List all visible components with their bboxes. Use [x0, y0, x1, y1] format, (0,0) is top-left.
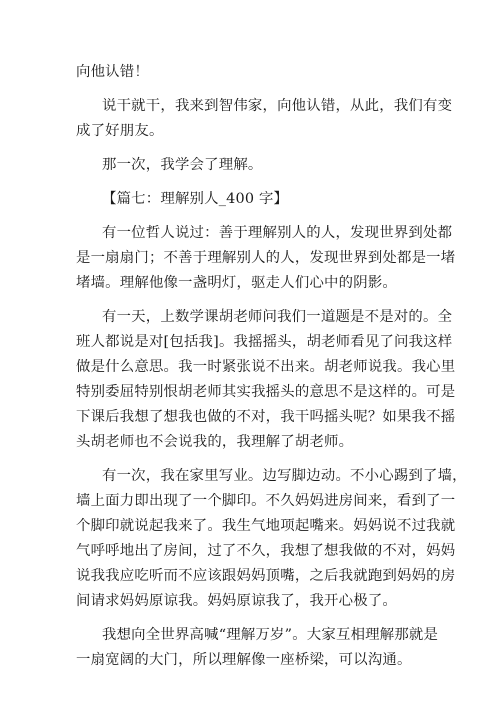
- paragraph-3: [76, 153, 426, 178]
- text-line: 一扇宽阔的大门，所以理解像一座桥梁，可以沟通。: [76, 652, 412, 668]
- text-line: 个脚印就说起我来了。我生气地项起嘴来。妈妈说不过我就: [76, 518, 456, 534]
- text-line: 是一扇扇门；不善于理解别人的人，发现世界到处都是一堵: [76, 250, 456, 266]
- text-line: 成了好朋友。: [76, 123, 164, 139]
- text-line: 墙上面力即出现了一个脚印。不久妈妈进房间来，看到了一: [76, 493, 456, 509]
- paragraph-1: [76, 60, 426, 85]
- paragraph-2: [76, 94, 453, 144]
- paragraph-6: [76, 464, 467, 614]
- text-line: 有一天，上数学课胡老师问我们一道题是不是对的。全: [102, 309, 453, 325]
- text-line: 班人都说是对[包括我]。我摇摇头，胡老师看见了问我这样: [76, 334, 453, 350]
- text-line: 说我我应吃听而不应该跟妈妈顶嘴，之后我就跑到妈妈的房: [76, 568, 456, 584]
- text-line: 我想向全世界高喊“理解万岁”。大家互相理解那就是: [102, 627, 439, 643]
- text-line: 特别委屈特别恨胡老师其实我摇头的意思不是这样的。可是: [76, 384, 456, 400]
- text-line: 有一位哲人说过：善于理解别人的人，发现世界到处都: [102, 225, 453, 241]
- paragraph-7: [76, 623, 439, 673]
- text-line: 头胡老师也不会说我的，我理解了胡老师。: [76, 434, 354, 450]
- document-page: [76, 60, 467, 673]
- paragraph-5: [76, 305, 456, 455]
- text-line: 下课后我想了想我也做的不对，我干吗摇头呢？如果我不摇: [76, 409, 456, 425]
- heading-text: 【篇七：理解别人_400 字】: [102, 191, 289, 207]
- text-line: 间请求妈妈原谅我。妈妈原谅我了，我开心极了。: [76, 593, 397, 609]
- text-line: 有一次，我在家里写业。边写脚边动。不小心踢到了墙，: [102, 468, 467, 484]
- text-line: 那一次，我学会了理解。: [102, 157, 263, 173]
- text-line: 向他认错！: [76, 64, 149, 80]
- section-heading: [76, 187, 426, 212]
- text-line: 说干就干，我来到智伟家，向他认错，从此，我们有变: [102, 98, 453, 114]
- text-line: 做是什么意思。我一时紧张说不出来。胡老师说我。我心里: [76, 359, 456, 375]
- paragraph-4: [76, 221, 456, 296]
- text-line: 堵墙。理解他像一盏明灯，驱走人们心中的阴影。: [76, 275, 397, 291]
- text-line: 气呼呼地出了房间，过了不久，我想了想我做的不对，妈妈: [76, 543, 456, 559]
